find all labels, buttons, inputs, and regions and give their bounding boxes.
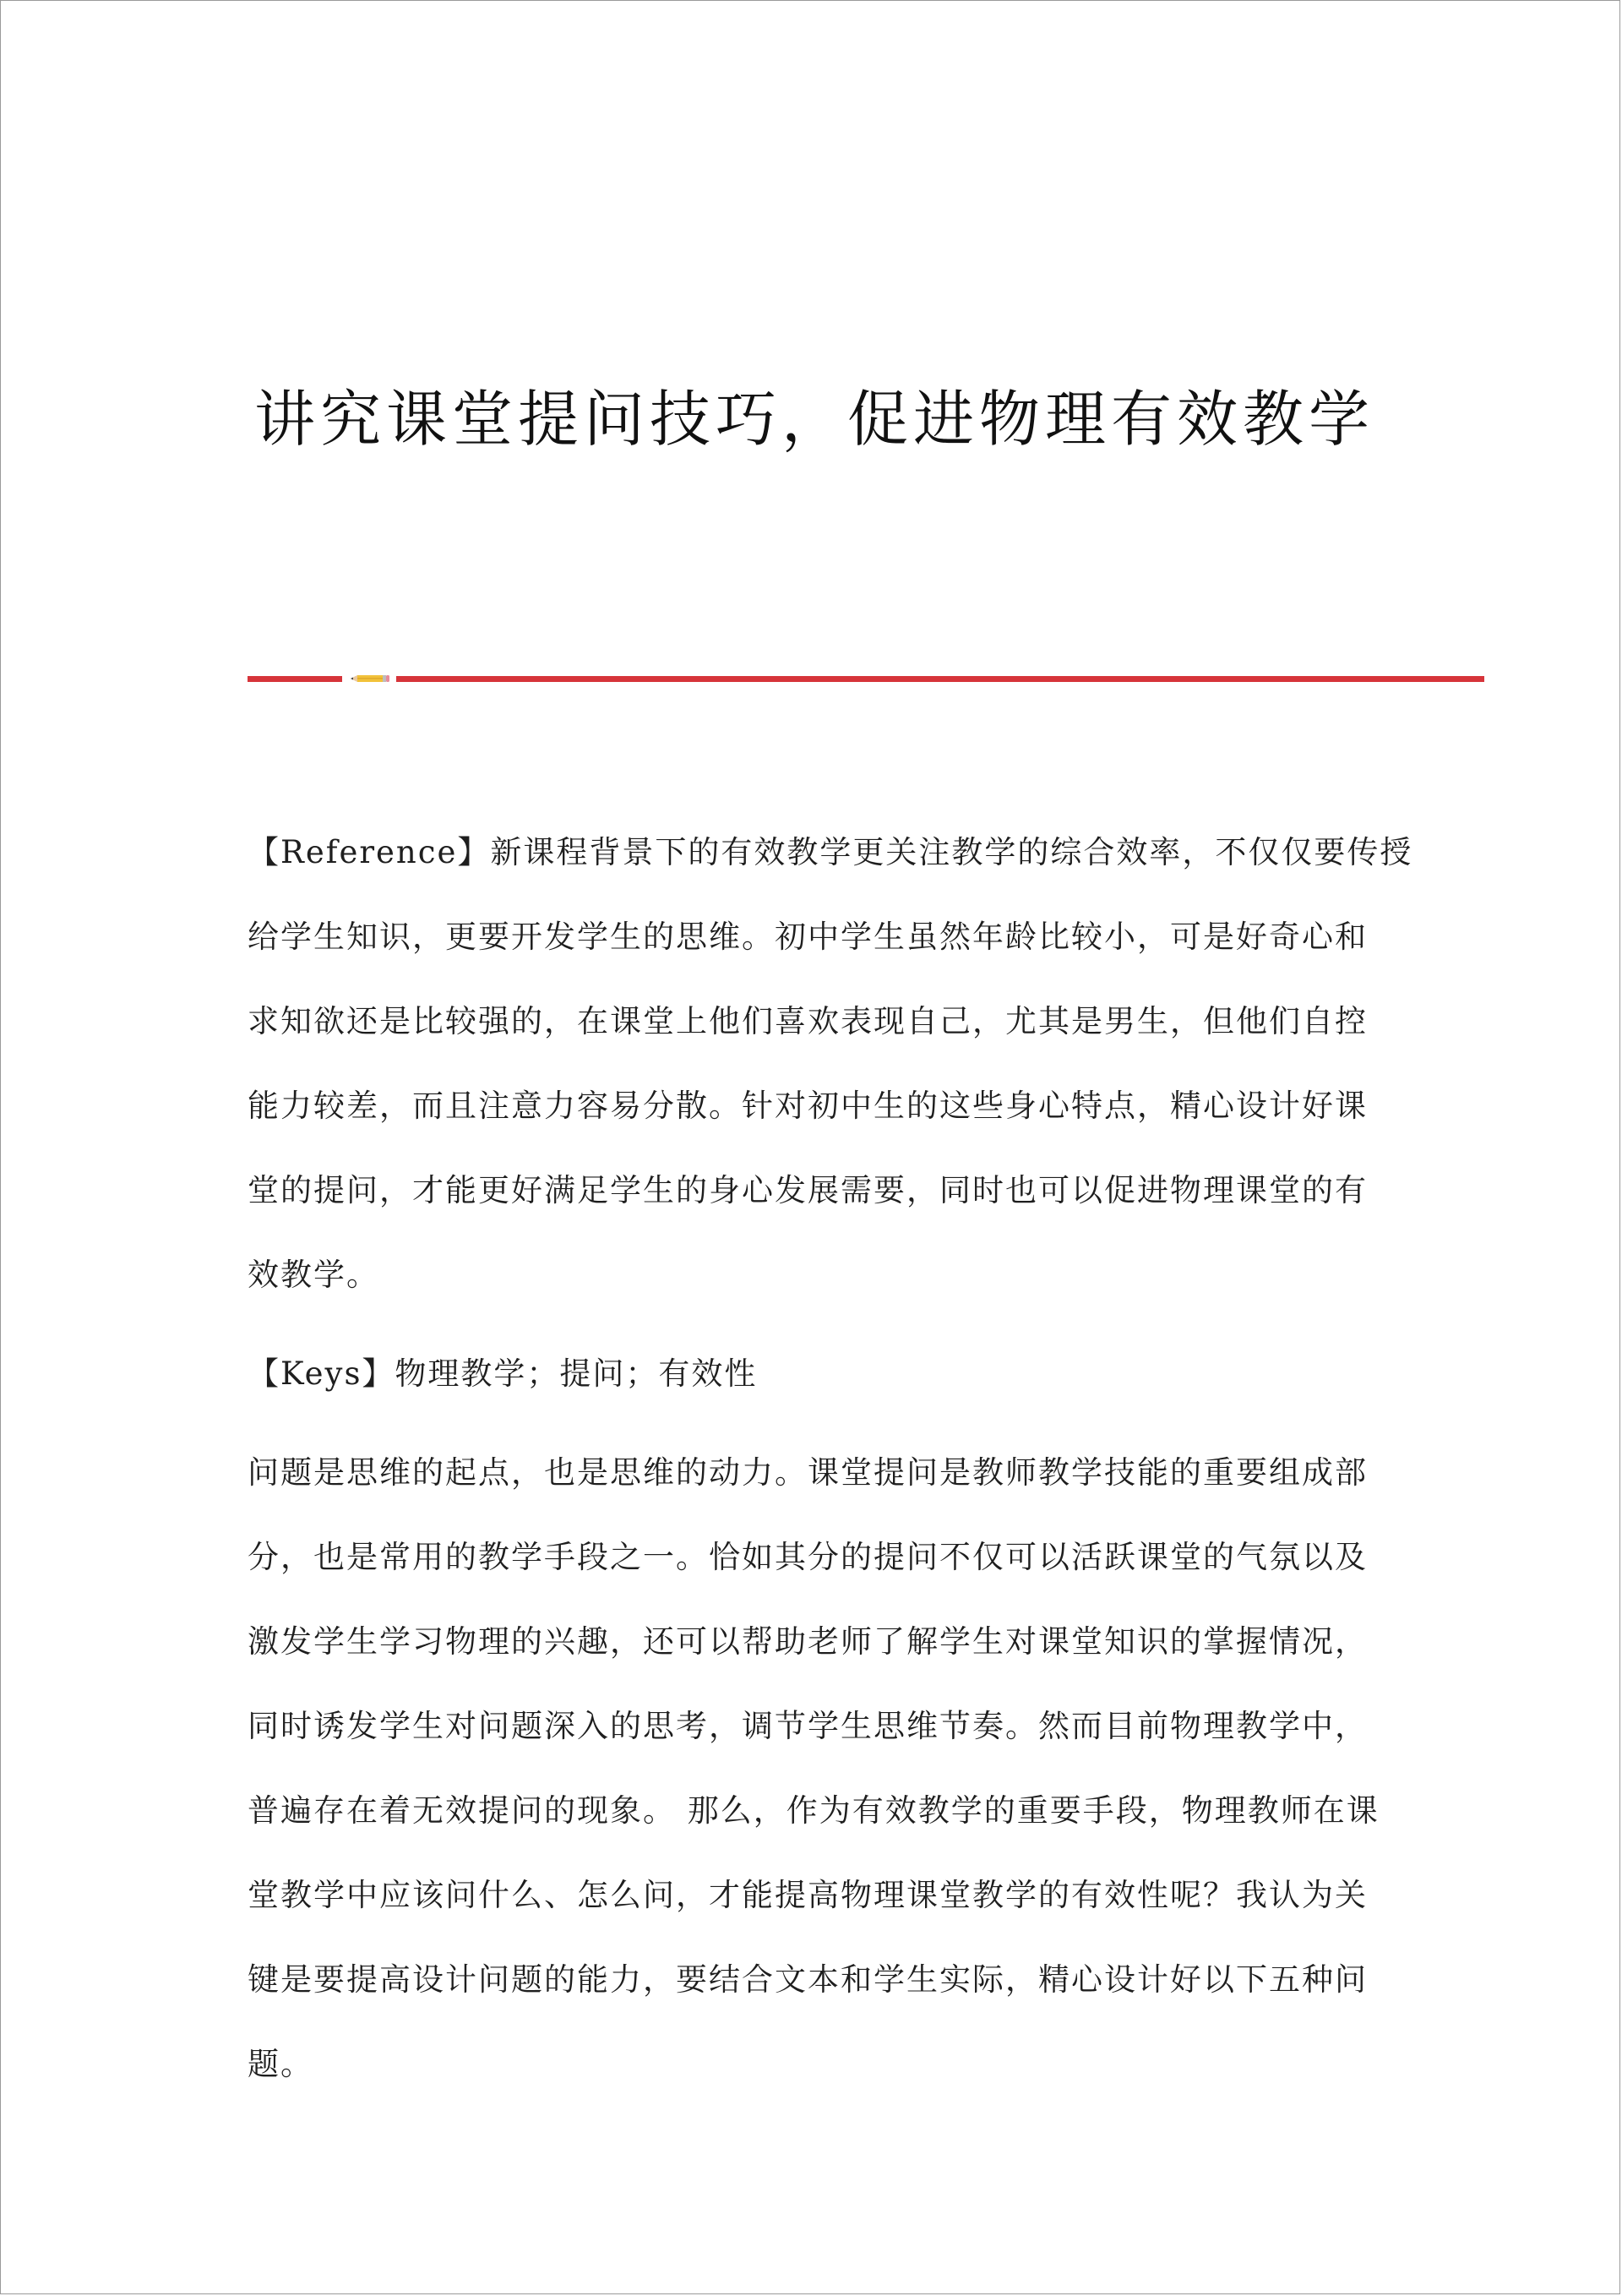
keywords [248,1332,1380,1416]
divider-right-segment [396,676,1484,682]
abstract-line: 给学生知识，更要开发学生的思维。初中学生虽然年龄比较小，可是好奇心和 [248,919,1368,955]
abstract-line: 效教学。 [248,1257,379,1293]
title-divider [248,674,1484,684]
divider-left-segment [248,676,342,682]
paragraph-line: 堂教学中应该问什么、怎么问，才能提高物理课堂教学的有效性呢？我认为关 [248,1877,1368,1913]
abstract-line: 求知欲还是比较强的，在课堂上他们喜欢表现自己，尤其是男生，但他们自控 [248,1003,1368,1039]
body-paragraph [248,1431,1380,2107]
paragraph-line: 键是要提高设计问题的能力，要结合文本和学生实际，精心设计好以下五种问 [248,1961,1368,1998]
abstract-line: 堂的提问，才能更好满足学生的身心发展需要，同时也可以促进物理课堂的有 [248,1172,1368,1208]
paragraph-line: 同时诱发学生对问题深入的思考，调节学生思维节奏。然而目前物理教学中， [248,1708,1368,1744]
pencil-icon [351,674,389,684]
paragraph-line: 普遍存在着无效提问的现象。 那么，作为有效教学的重要手段，物理教师在课 [248,1792,1380,1829]
paragraph-line: 题。 [248,2046,313,2082]
paragraph-line: 激发学生学习物理的兴趣，还可以帮助老师了解学生对课堂知识的掌握情况， [248,1623,1368,1660]
abstract [248,810,1413,1317]
paragraph-line: 问题是思维的起点，也是思维的动力。课堂提问是教师教学技能的重要组成部 [248,1454,1368,1491]
document-title: 讲究课堂提问技巧，促进物理有效教学 [254,384,1375,455]
paragraph-line: 分，也是常用的教学手段之一。恰如其分的提问不仅可以活跃课堂的气氛以及 [248,1539,1368,1575]
abstract-line: 【Reference】新课程背景下的有效教学更关注教学的综合效率，不仅仅要传授 [248,834,1413,870]
keywords-line: 【Keys】物理教学；提问；有效性 [248,1355,758,1392]
abstract-line: 能力较差，而且注意力容易分散。针对初中生的这些身心特点，精心设计好课 [248,1088,1368,1124]
